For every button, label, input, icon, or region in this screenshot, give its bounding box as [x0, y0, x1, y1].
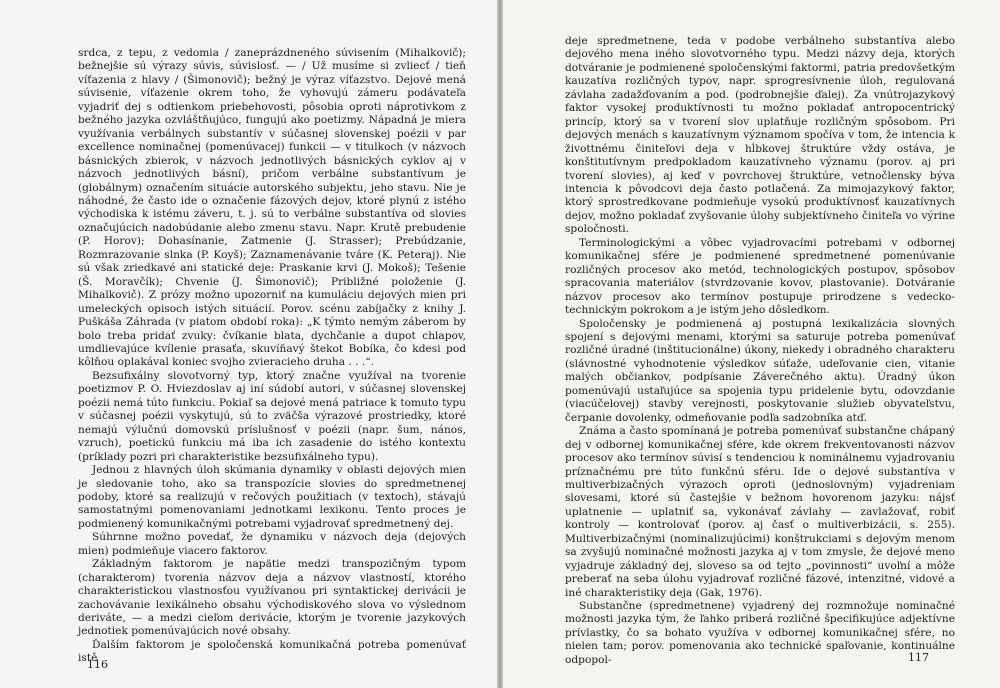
paragraph: Ďalším faktorom je spoločenská komunikačná potreba pomenúvať istě [78, 638, 466, 665]
paragraph: Základným faktorom je napätie medzi transpozičným typom (charakterom) tvorenia názvov deja a názvov vlastností, ktorého charakteristickou vlastnosťou využívanou pri syntaktickej derivácii je zachovávanie lexikálneho obsahu východiskového slova vo výslednom deriváte, — a medzi cieľom derivácie, ktorým je tvorenie jazykových jednotiek pomenúvajúcich nové obsahy. [78, 558, 466, 638]
paragraph: srdca, z tepu, z vedomia / zaneprázdneného súvisením (Mihalkovič); bežnejšie sú výrazy súvis, súvislosť. — / Už musíme si zvliecť / tieň víťazenia z hlavy / (Šimonovič); bežný je výraz víťazstvo. Dejové mená súvisenie, víťazenie okrem toho, že vyhovujú zámeru podávateľa vyjadriť dej s odtienkom priebehovosti, pôsobia oproti náprotivkom z bežného jazyka ozvláštňujúco, fungujú ako poetizmy. Nápadná je miera využívania verbálnych substantív v súčasnej slovenskej poézii v par excellence nominačnej (pomenúvacej) funkcii — v titulkoch (v názvoch básnických zbierok, v názvoch jednotlivých básnických cyklov aj v názvoch jednotlivých básní), pričom verbálne substantívum je (globálnym) označením situácie autorského subjektu, jeho stavu. Nie je náhodné, že často ide o označenie fázových dejov, ktoré plynú z istého východiska k istému záveru, t. j. sú to verbálne substantíva od slovies označujúcich nadobúdanie alebo zmenu stavu. Napr. Krutě prebudenie (P. Horov); Dohasínanie, Zatmenie (J. Strasser); Prebúdzanie, Rozmrazovanie slnka (P. Koyš); Zaznamenávanie tváre (K. Peteraj). Nie sú však zriedkavé ani statické deje: Praskanie krvi (J. Mokoš); Tešenie (Š. Moravčík); Chvenie (J. Šimonovič); Približné položenie (J. Mihalkovič). Z prózy možno upozorniť na kumuláciu dejových mien pri umeleckých opisoch istých situácií. Porov. scénu zabíjačky z knihy J. Puškáša Záhrada (v piatom období roka): „K týmto nemým záberom by bolo treba pridať zvuky: čvíkanie blata, dychčanie a dupot chlapov, umdlievajúce kvílenie prasaťa, skuvíňavý štekot Bobíka, čo kdesi pod kôlňou oplakával koniec svojho zvieracieho druha . . .“. [78, 47, 466, 369]
paragraph: Jednou z hlavných úloh skúmania dynamiky v oblasti dejových mien je sledovanie toho, ako sa transpozície slovies do spredmetnenej podoby, ktoré sa realizujú v rečových použitiach (v textoch), stávajú samostatnými pomenovaniami jednotkami lexikonu. Tento proces je podmienený komunikačnými potrebami vyjadrovať spredmetnený dej. [78, 464, 466, 530]
paragraph: Bezsufixálny slovotvorný typ, ktorý značne využíval na tvorenie poetizmov P. O. Hviezdoslav aj iní súdobí autori, v súčasnej slovenskej poézii nemá túto funkciu. Pokiaľ sa dejové mená patriace k tomuto typu v súčasnej poézii vyskytujú, sú to zväčša výrazové prostriedky, ktoré nemajú výlučnú domovskú príslušnosť v poézii (napr. šum, nános, vzruch), poetickú funkciu má iba ich zasadenie do istého kontextu (príklady pozri pri charakteristike bezsufixálneho typu). [78, 369, 466, 463]
right-page [503, 0, 1000, 688]
paragraph: Terminologickými a vôbec vyjadrovacími potrebami v odbornej komunikačnej sfére je podmienené spredmetnené pomenúvanie rozličných procesov ako metód, technologických postupov, spôsobov spracovania materiálov (stvrdzovanie kovov, plastovanie). Dotváranie názvov procesov ako termínov postupuje prirodzene s vedecko-technickým pokrokom a je istým jeho dôsledkom. [565, 236, 955, 317]
paragraph: Substančne (spredmetnene) vyjadrený dej rozmnožuje nominačné možnosti jazyka tým, že ľahko priberá rozličné špecifikujúce adjektívne prívlastky, čo sa bohato využíva v odbornej komunikačnej sfére, no nielen tam; porov. pomenovania ako technické spaľovanie, kontinuálne odpopol- [565, 600, 955, 666]
left-page-text [78, 47, 466, 666]
paragraph: deje spredmetnene, teda v podobe verbálneho substantíva alebo dejového mena iného slovotvorného typu. Medzi názvy deja, ktorých dotváranie je podmienené spoločenskými faktormi, patria predovšetkým kauzatíva rozličných typov, napr. sprogresívnenie úloh, regulovaná závlaha zadažďovaním a pod. (podrobnejšie ďalej). Za vnútrojazykový faktor vysokej produktívnosti tu možno pokladať antropocentrický princíp, ktorý sa v tvorení slov uplatňuje rozličným spôsobom. Pri dejových menách s kauzatívnym významom spočíva v tom, že intencia k živottnému činiteľovi deja v hĺbkovej štruktúre vždy ostáva, je konštitutívnym predpokladom kauzatívneho významu (porov. aj pri tvorení slovies), aj keď v povrchovej štruktúre, vetnočlensky býva intencia k pôvodcovi deja často potlačená. Za mimojazykový faktor, ktorý sprostredkovane podmieňuje vysokú produktívnosť kauzatívnych dejov, možno pokladať zvyšovanie úlohy subjektívneho činiteľa vo výrine spoločnosti. [565, 35, 955, 236]
paragraph: Súhrnne možno povedať, že dynamiku v názvoch deja (dejových mien) podmieňuje viacero faktorov. [78, 531, 466, 557]
right-page-text [565, 35, 955, 667]
left-page [0, 0, 497, 688]
page-number: 117 [908, 651, 929, 664]
paragraph: Známa a často spomínaná je potreba pomenúvať substančne chápaný dej v odbornej komunikačnej sfére, kde okrem frekventovanosti názvov procesov ako termínov súvisí s tendenciou k nominálnemu vyjadrovaniu príznačnému pre túto funkčnú sféru. Ide o dejové substantíva v multiverbizačných výrazoch oproti (jednoslovným) vyjadreniam slovesami, ktoré sú častejšie v bežnom hovorenom jazyku: nájsť uplatnenie — uplatniť sa, vykonávať závlahy — zavlažovať, robiť kontroly — kontrolovať (porov. aj časť o multiverbizácii, s. 255). Multiverbizačnými (nominalizujúcimi) konštrukciami s dejovým menom sa zvyšujú nominačné možnosti jazyka aj v tom zmysle, že dejové meno vyjadruje základný dej, sloveso sa od tejto „povinnosti“ uvoľní a môže preberať na seba úlohu vyjadrovať rozličné fázové, intenzitné, vidové a iné charakteristiky deja (Gak, 1976). [565, 425, 955, 599]
page-number: 116 [87, 658, 108, 671]
paragraph: Spoločensky je podmienená aj postupná lexikalizácia slovných spojení s dejovými menami, ktorými sa saturuje potreba pomenúvať rozličné úradné (inštitucionálne) úkony, niekedy i obradného charakteru (slávnostné vyhodnotenie výsledkov súťaže, udeľovanie cien, vitanie malých občiankov, podpísanie Záverečného aktu). Úradný úkon pomenúvajú ustaľujúce sa spojenia typu pridelenie bytu, odovzdanie (viacúčelovej) stavby verejnosti, poskytovanie služieb obyvateľstvu, čerpanie dovolenky, odmeňovanie podľa sadzobníka atď. [565, 317, 955, 424]
